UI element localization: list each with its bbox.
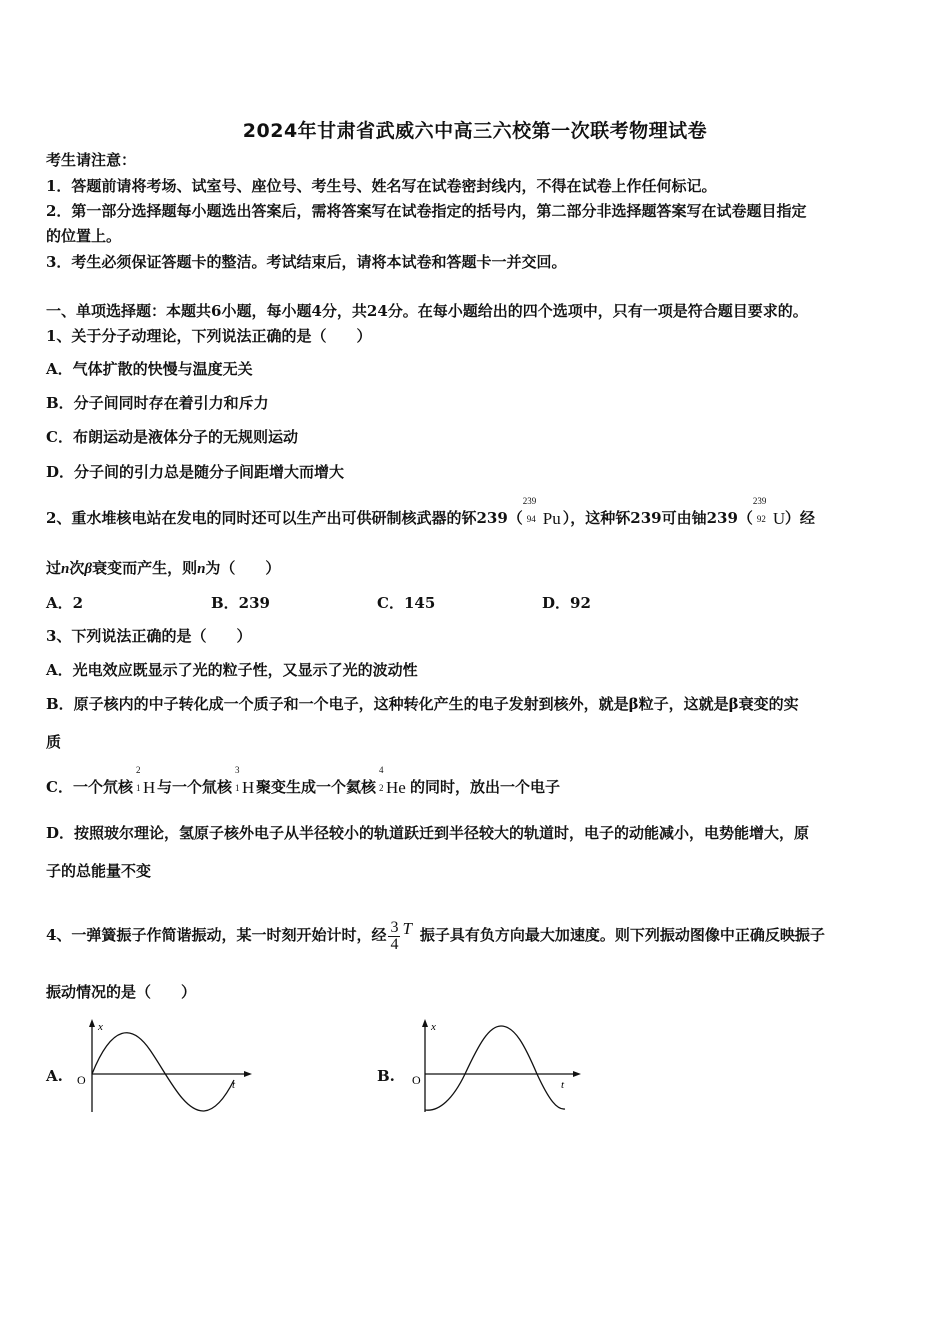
pu239-nuclide — [522, 495, 563, 530]
q1-option-a: A．气体扩散的快慢与温度无关 — [46, 360, 253, 378]
q2-stem-line1 — [46, 495, 815, 530]
notice-item-3: 3．考生必须保证答题卡的整洁。考试结束后，请将本试卷和答题卡一并交回。 — [46, 253, 567, 271]
q3-option-a: A．光电效应既显示了光的粒子性，又显示了光的波动性 — [46, 661, 418, 679]
q1-option-d: D．分子间的引力总是随分子间距增大而增大 — [46, 463, 345, 481]
tritium-nuclide — [232, 764, 256, 799]
notice-item-2: 2．第一部分选择题每小题选出答案后，需将答案写在试卷指定的括号内，第二部分非选择题答案写在试卷题目指定 — [46, 202, 807, 220]
h2-symbol: H — [142, 777, 156, 797]
pu-mass: 239 — [522, 495, 537, 506]
u-atomic: 92 — [756, 513, 766, 524]
q4-graph-a — [72, 1014, 257, 1119]
h2-mass: 2 — [135, 764, 141, 775]
graph-b-wave — [425, 1026, 565, 1110]
q4-option-a-label: A. — [46, 1067, 63, 1085]
pu-symbol: Pu — [542, 508, 561, 528]
graph-a-x-label: x — [98, 1021, 103, 1033]
q3-c-text-4: 的同时，放出一个电子 — [409, 778, 560, 796]
h2-atomic: 1 — [135, 782, 141, 793]
q2-option-d: D．92 — [542, 594, 591, 612]
graph-b-x-label: x — [431, 1021, 436, 1033]
q3-option-d-line2: 子的总能量不变 — [46, 862, 152, 880]
notice-heading: 考生请注意： — [46, 151, 137, 169]
q2-n-var-2: n — [197, 561, 206, 577]
q2-text-1: 2、重水堆核电站在发电的同时还可以生产出可供研制核武器的钚239（ — [46, 509, 523, 527]
notice-item-1: 1．答题前请将考场、试室号、座位号、考生号、姓名写在试卷密封线内，不得在试卷上作任何标记。 — [46, 177, 717, 195]
u239-nuclide — [752, 495, 786, 530]
q2-line2-a: 过 — [46, 559, 62, 577]
graph-a-origin-label: O — [77, 1073, 86, 1087]
h3-symbol: H — [241, 777, 255, 797]
graph-b-origin-label: O — [412, 1073, 421, 1087]
q2-option-c: C．145 — [377, 594, 436, 612]
q2-text-2: ），这种钚239可由铀239（ — [562, 509, 753, 527]
q2-option-b: B．239 — [211, 594, 270, 612]
q3-option-c — [46, 764, 560, 799]
q3-option-b-line2: 质 — [46, 733, 62, 751]
section-heading: 一、单项选择题：本题共6小题，每小题4分，共24分。在每小题给出的四个选项中，只有一项是符合题目要求的。 — [46, 302, 808, 320]
h3-mass: 3 — [234, 764, 240, 775]
q4-stem-line1 — [46, 919, 825, 953]
q2-line2-b: 次 — [69, 559, 85, 577]
q4-text-1: 4、一弹簧振子作简谐振动，某一时刻开始计时，经 — [46, 926, 387, 944]
u-mass: 239 — [752, 495, 767, 506]
graph-b-t-label: t — [561, 1079, 565, 1091]
q3-option-b-line1: B．原子核内的中子转化成一个质子和一个电子，这种转化产生的电子发射到核外，就是β粒子，这就是β衰变的实 — [46, 695, 799, 713]
q2-option-a: A．2 — [46, 594, 84, 612]
q4-period-var: T — [402, 919, 412, 938]
q4-stem-line2: 振动情况的是（ ） — [46, 983, 197, 1001]
q4-graph-b — [403, 1014, 588, 1119]
exam-title: 2024年甘肃省武威六中高三六校第一次联考物理试卷 — [242, 120, 708, 142]
q2-line2-d: 为（ ） — [205, 559, 281, 577]
graph-a-y-arrow — [89, 1019, 95, 1027]
q2-line2-c: 衰变而产生，则 — [92, 559, 198, 577]
graph-a-wave — [92, 1033, 234, 1111]
q4-frac-denominator: 4 — [390, 935, 399, 953]
h3-atomic: 1 — [234, 782, 240, 793]
q1-option-c: C．布朗运动是液体分子的无规则运动 — [46, 428, 298, 446]
q1-option-b: B．分子间同时存在着引力和斥力 — [46, 394, 269, 412]
u-symbol: U — [772, 508, 786, 528]
q2-n-var-1: n — [61, 561, 70, 577]
helium-nuclide — [376, 764, 410, 799]
q3-c-text-1: C．一个氘核 — [46, 778, 133, 796]
he-symbol: He — [385, 777, 406, 797]
he-mass: 4 — [378, 764, 384, 775]
q3-c-text-2: 与一个氚核 — [156, 778, 232, 796]
he-atomic: 2 — [378, 782, 384, 793]
deuterium-nuclide — [133, 764, 157, 799]
graph-b-x-arrow — [573, 1071, 581, 1077]
graph-a-t-label: t — [232, 1079, 236, 1091]
q2-beta-symbol: β — [84, 561, 93, 577]
graph-a-x-arrow — [244, 1071, 252, 1077]
q3-stem: 3、下列说法正确的是（ ） — [46, 627, 252, 645]
q4-option-b-label: B. — [377, 1067, 395, 1085]
q4-frac-numerator: 3 — [390, 918, 399, 936]
q3-c-text-3: 聚变生成一个氦核 — [255, 778, 376, 796]
q4-text-2: 振子具有负方向最大加速度。则下列振动图像中正确反映振子 — [419, 926, 825, 944]
notice-item-2-cont: 的位置上。 — [46, 227, 122, 245]
q2-text-3: ）经 — [784, 509, 815, 527]
graph-b-y-arrow — [422, 1019, 428, 1027]
pu-atomic: 94 — [526, 513, 536, 524]
q1-stem: 1、关于分子动理论，下列说法正确的是（ ） — [46, 327, 372, 345]
q3-option-d-line1: D．按照玻尔理论，氢原子核外电子从半径较小的轨道跃迁到半径较大的轨道时，电子的动能减小，电势能增大，原 — [46, 824, 810, 842]
q4-fraction — [388, 920, 400, 953]
q2-stem-line2 — [46, 558, 280, 579]
